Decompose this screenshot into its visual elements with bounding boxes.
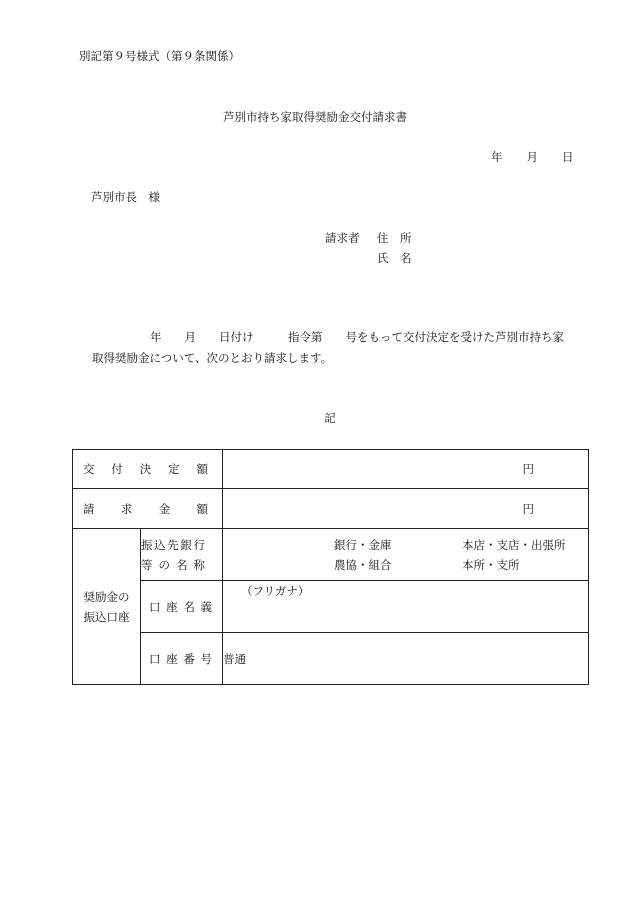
grant-amount-unit: 円 bbox=[522, 462, 534, 476]
table-row-bank bbox=[73, 529, 589, 581]
date-month-label: 月 bbox=[526, 150, 538, 164]
account-number-field[interactable] bbox=[223, 633, 589, 685]
date-line bbox=[491, 152, 574, 164]
date-year-label: 年 bbox=[491, 150, 503, 164]
requester-name-label: 氏 名 bbox=[377, 251, 412, 265]
bank-name-label: 振 込 先 銀 行 等 の 名 称 bbox=[141, 529, 223, 581]
requester-label: 請求者 bbox=[325, 231, 360, 245]
page-title: 芦別市持ち家取得奨励金交付請求書 bbox=[223, 110, 407, 124]
addressee: 芦別市長 様 bbox=[91, 190, 160, 204]
date-day-label: 日 bbox=[562, 150, 574, 164]
claim-amount-field[interactable] bbox=[223, 489, 589, 529]
branch-type-option-1: 本店・支店・出張所 bbox=[462, 538, 566, 552]
grant-amount-label: 交 付 決 定 額 bbox=[73, 450, 223, 489]
table-row-account-number bbox=[73, 633, 589, 685]
bank-type-option-2: 農協・組合 bbox=[334, 558, 392, 572]
furigana-label: （フリガナ） bbox=[241, 584, 310, 598]
table-row-grant-amount bbox=[73, 450, 589, 489]
grant-amount-field[interactable] bbox=[223, 450, 589, 489]
requester-address-label: 住 所 bbox=[377, 231, 412, 245]
body-text-line1: 年 月 日付け 指令第 号をもって交付決定を受けた芦別市持ち家 bbox=[150, 330, 564, 344]
branch-type-option-2: 本所・支所 bbox=[462, 558, 520, 572]
form-number: 別記第９号様式（第９条関係） bbox=[79, 49, 240, 63]
ki-heading: 記 bbox=[324, 411, 336, 425]
claim-amount-unit: 円 bbox=[522, 501, 534, 516]
claim-amount-label: 請 求 金 額 bbox=[73, 489, 223, 529]
account-name-label: 口 座 名 義 bbox=[141, 581, 223, 633]
bank-name-field[interactable] bbox=[223, 529, 589, 581]
account-section-label: 奨励金の 振込口座 bbox=[73, 529, 141, 685]
table-row-claim-amount bbox=[73, 489, 589, 529]
account-name-field[interactable] bbox=[223, 581, 589, 633]
request-form-table bbox=[72, 449, 589, 685]
account-number-label: 口 座 番 号 bbox=[141, 633, 223, 685]
bank-type-option-1: 銀行・金庫 bbox=[334, 538, 392, 552]
account-type-label: 普通 bbox=[223, 651, 246, 666]
body-text-line2: 取得奨励金について、次のとおり請求します。 bbox=[92, 351, 333, 365]
table-row-account-name bbox=[73, 581, 589, 633]
